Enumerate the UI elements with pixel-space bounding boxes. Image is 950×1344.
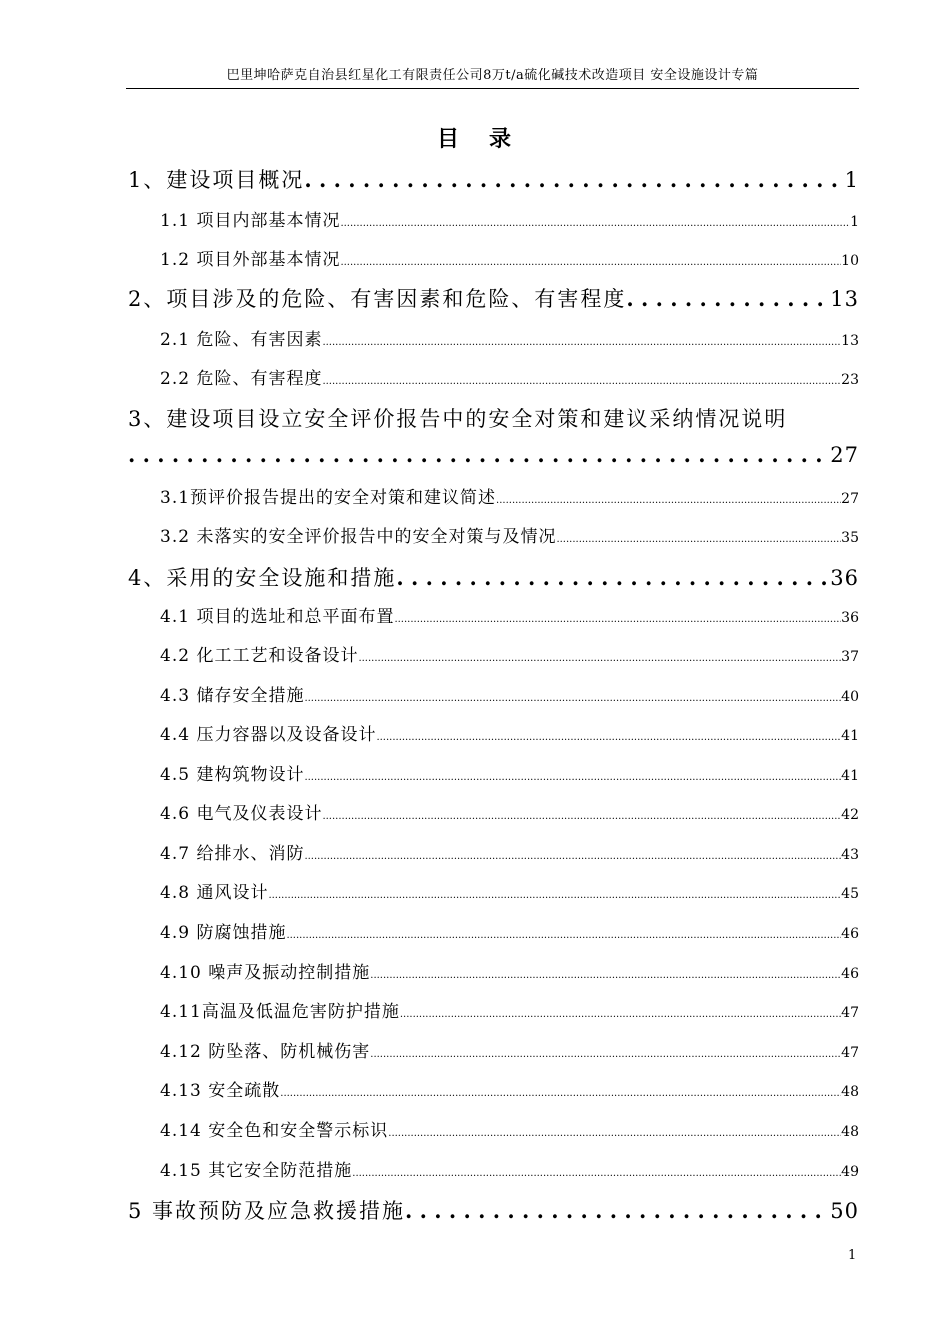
dot-leader bbox=[340, 257, 841, 268]
toc-page-number: 1 bbox=[844, 168, 859, 192]
dot-leader bbox=[304, 693, 841, 704]
toc-page-number: 47 bbox=[841, 1045, 859, 1061]
toc-page-number: 37 bbox=[841, 649, 859, 665]
toc-entry-continuation[interactable] bbox=[128, 442, 859, 467]
dot-leader bbox=[304, 167, 840, 192]
dot-leader bbox=[352, 1168, 841, 1179]
dot-leader bbox=[340, 218, 850, 229]
toc-section-entry[interactable] bbox=[160, 641, 859, 666]
toc-section-entry[interactable] bbox=[160, 997, 859, 1022]
dot-leader bbox=[626, 286, 826, 311]
dot-leader bbox=[388, 1128, 841, 1139]
toc-entry-label: 3.2 未落实的安全评价报告中的安全对策与及情况 bbox=[160, 527, 557, 547]
toc-page-number: 1 bbox=[850, 214, 859, 230]
toc-entry-label: 4、采用的安全设施和措施 bbox=[128, 566, 397, 590]
toc-page-number: 48 bbox=[841, 1124, 859, 1140]
toc-section-entry[interactable] bbox=[160, 364, 859, 389]
dot-leader bbox=[322, 337, 841, 348]
toc-section-entry[interactable] bbox=[160, 839, 859, 864]
toc-page-number: 36 bbox=[841, 610, 859, 626]
toc-chapter-entry[interactable] bbox=[128, 1195, 859, 1225]
toc-entry-label: 4.12 防坠落、防机械伤害 bbox=[160, 1042, 371, 1062]
toc-section-entry[interactable] bbox=[160, 878, 859, 903]
toc-entry-label: 1、建设项目概况 bbox=[128, 168, 305, 192]
dot-leader bbox=[286, 930, 841, 941]
dot-leader bbox=[322, 376, 841, 387]
dot-leader bbox=[370, 1049, 841, 1060]
toc-entry-label: 4.9 防腐蚀措施 bbox=[160, 923, 287, 943]
dot-leader bbox=[496, 495, 841, 506]
toc-page-number: 47 bbox=[841, 1005, 859, 1021]
toc-entry-label: 2.2 危险、有害程度 bbox=[160, 369, 323, 389]
toc-section-entry[interactable] bbox=[160, 720, 859, 745]
dot-leader bbox=[370, 970, 841, 981]
dot-leader bbox=[376, 732, 841, 743]
toc-page-number: 40 bbox=[841, 689, 859, 705]
toc-entry-label: 2.1 危险、有害因素 bbox=[160, 330, 323, 350]
toc-chapter-entry[interactable] bbox=[128, 403, 859, 433]
toc-entry-label: 4.15 其它安全防范措施 bbox=[160, 1161, 353, 1181]
toc-entry-label: 4.2 化工工艺和设备设计 bbox=[160, 646, 359, 666]
dot-leader bbox=[556, 534, 841, 545]
toc-section-entry[interactable] bbox=[160, 1156, 859, 1181]
toc-page-number: 13 bbox=[841, 333, 859, 349]
toc-entry-label: 4.4 压力容器以及设备设计 bbox=[160, 725, 377, 745]
toc-page-number: 43 bbox=[841, 847, 859, 863]
toc-chapter-entry[interactable] bbox=[128, 283, 859, 313]
title-char-2: 录 bbox=[489, 126, 514, 152]
toc-page-number: 27 bbox=[841, 491, 859, 507]
toc-chapter-entry[interactable] bbox=[128, 562, 859, 592]
toc-section-entry[interactable] bbox=[160, 760, 859, 785]
toc-page-number: 36 bbox=[830, 566, 859, 590]
toc-section-entry[interactable] bbox=[160, 918, 859, 943]
toc-section-entry[interactable] bbox=[160, 1076, 859, 1101]
toc-page-number: 13 bbox=[830, 287, 859, 311]
toc-entry-label: 3、建设项目设立安全评价报告中的安全对策和建议采纳情况说明 bbox=[128, 407, 788, 431]
toc-entry-label: 4.13 安全疏散 bbox=[160, 1081, 281, 1101]
dot-leader bbox=[280, 1088, 841, 1099]
toc-entry-label: 2、项目涉及的危险、有害因素和危险、有害程度 bbox=[128, 287, 627, 311]
page-title bbox=[0, 122, 950, 153]
toc-entry-label: 1.2 项目外部基本情况 bbox=[160, 250, 341, 270]
dot-leader bbox=[128, 442, 826, 467]
dot-leader bbox=[304, 851, 841, 862]
toc-entry-label: 4.7 给排水、消防 bbox=[160, 844, 305, 864]
toc-page-number: 48 bbox=[841, 1084, 859, 1100]
toc-page-number: 46 bbox=[841, 926, 859, 942]
toc-section-entry[interactable] bbox=[160, 681, 859, 706]
toc-page-number: 10 bbox=[841, 253, 859, 269]
dot-leader bbox=[322, 811, 841, 822]
dot-leader bbox=[400, 1009, 841, 1020]
dot-leader bbox=[405, 1198, 826, 1223]
toc-chapter-entry[interactable] bbox=[128, 164, 859, 194]
toc-section-entry[interactable] bbox=[160, 1037, 859, 1062]
toc-section-entry[interactable] bbox=[160, 245, 859, 270]
toc-entry-label: 4.10 噪声及振动控制措施 bbox=[160, 963, 371, 983]
toc-page-number: 41 bbox=[841, 728, 859, 744]
toc-entry-label: 4.1 项目的选址和总平面布置 bbox=[160, 607, 395, 627]
toc-section-entry[interactable] bbox=[160, 325, 859, 350]
toc-entry-label: 1.1 项目内部基本情况 bbox=[160, 211, 341, 231]
dot-leader bbox=[358, 653, 841, 664]
toc-page-number: 35 bbox=[841, 530, 859, 546]
title-char-1: 目 bbox=[436, 126, 461, 152]
toc-entry-label: 4.3 储存安全措施 bbox=[160, 686, 305, 706]
toc-page-number: 27 bbox=[830, 443, 859, 467]
dot-leader bbox=[304, 772, 841, 783]
toc-entry-label: 5 事故预防及应急救援措施 bbox=[128, 1199, 406, 1223]
toc-page-number: 41 bbox=[841, 768, 859, 784]
toc-section-entry[interactable] bbox=[160, 958, 859, 983]
toc-section-entry[interactable] bbox=[160, 206, 859, 231]
page-number: 1 bbox=[848, 1248, 857, 1263]
toc-entry-label: 4.11高温及低温危害防护措施 bbox=[160, 1002, 400, 1022]
running-header: 巴里坤哈萨克自治县红星化工有限责任公司8万t/a硫化碱技术改造项目 安全设施设计专篇 bbox=[126, 66, 859, 89]
toc-section-entry[interactable] bbox=[160, 483, 859, 508]
toc-section-entry[interactable] bbox=[160, 1116, 859, 1141]
toc-entry-label: 4.6 电气及仪表设计 bbox=[160, 804, 323, 824]
toc-section-entry[interactable] bbox=[160, 522, 859, 547]
toc-entry-label: 4.14 安全色和安全警示标识 bbox=[160, 1121, 389, 1141]
toc-page-number: 49 bbox=[841, 1164, 859, 1180]
toc-page-number: 45 bbox=[841, 886, 859, 902]
toc-page-number: 46 bbox=[841, 966, 859, 982]
dot-leader bbox=[396, 565, 826, 590]
toc-section-entry[interactable] bbox=[160, 799, 859, 824]
toc-section-entry[interactable] bbox=[160, 602, 859, 627]
toc-page-number: 50 bbox=[830, 1199, 859, 1223]
toc-page-number: 23 bbox=[841, 372, 859, 388]
toc-entry-label: 4.5 建构筑物设计 bbox=[160, 765, 305, 785]
toc-page-number: 42 bbox=[841, 807, 859, 823]
dot-leader bbox=[394, 614, 841, 625]
dot-leader bbox=[268, 890, 841, 901]
toc-entry-label: 4.8 通风设计 bbox=[160, 883, 269, 903]
toc-entry-label: 3.1预评价报告提出的安全对策和建议简述 bbox=[160, 488, 497, 508]
